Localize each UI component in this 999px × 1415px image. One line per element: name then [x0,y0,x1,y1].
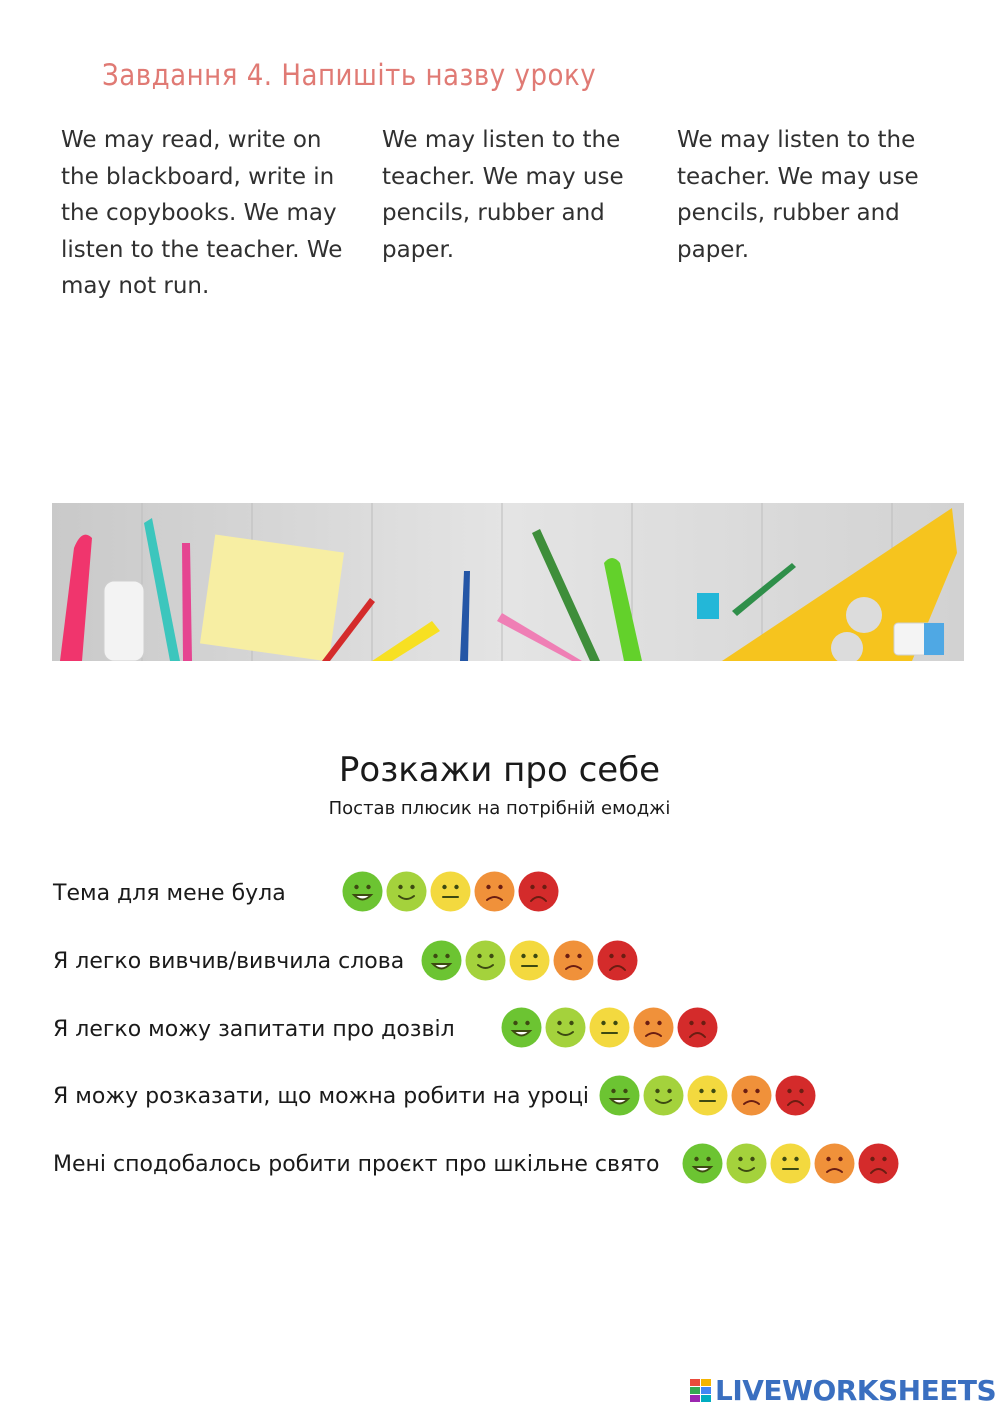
logo-icon [690,1379,712,1403]
rating-row-label-4: Я можу розказати, що можна робити на уроці [53,1084,590,1109]
happy-emoji-icon[interactable] [465,940,506,981]
neutral-emoji-icon[interactable] [430,871,471,912]
sad-emoji-icon[interactable] [474,871,515,912]
sad-emoji-icon[interactable] [633,1007,674,1048]
text-column-2: We may listen to the teacher. We may use pencils, rubber and paper. [382,127,624,263]
school-supplies-banner [52,503,964,661]
happy-emoji-icon[interactable] [643,1075,684,1116]
neutral-emoji-icon[interactable] [687,1075,728,1116]
happy-emoji-icon[interactable] [545,1007,586,1048]
very-sad-emoji-icon[interactable] [858,1143,899,1184]
neutral-emoji-icon[interactable] [589,1007,630,1048]
happy-emoji-icon[interactable] [386,871,427,912]
emoji-scale-2 [421,940,638,981]
neutral-emoji-icon[interactable] [770,1143,811,1184]
very-sad-emoji-icon[interactable] [677,1007,718,1048]
rating-row-label-3: Я легко можу запитати про дозвіл [53,1017,455,1042]
text-column-3: We may listen to the teacher. We may use pencils, rubber and paper. [677,127,919,263]
rating-row-label-5: Мені сподобалось робити проєкт про шкільне свято [53,1152,660,1177]
rating-title: Розкажи про себе [338,750,661,790]
liveworksheets-logo[interactable] [690,1374,996,1407]
emoji-scale-4 [599,1075,816,1116]
rating-row-label-1: Тема для мене була [53,881,286,906]
emoji-scale-3 [501,1007,718,1048]
very-sad-emoji-icon[interactable] [518,871,559,912]
very-happy-emoji-icon[interactable] [342,871,383,912]
happy-emoji-icon[interactable] [726,1143,767,1184]
emoji-scale-1 [342,871,559,912]
rating-row-label-2: Я легко вивчив/вивчила слова [53,949,405,974]
text-column-1: We may read, write on the blackboard, write in the copybooks. We may listen to the teacher. We may not run. [61,127,343,299]
neutral-emoji-icon[interactable] [509,940,550,981]
very-sad-emoji-icon[interactable] [775,1075,816,1116]
sad-emoji-icon[interactable] [731,1075,772,1116]
task-title: Завдання 4. Напишіть назву уроку [102,58,597,92]
very-happy-emoji-icon[interactable] [421,940,462,981]
very-happy-emoji-icon[interactable] [599,1075,640,1116]
emoji-scale-5 [682,1143,899,1184]
very-happy-emoji-icon[interactable] [501,1007,542,1048]
rating-subtitle: Постав плюсик на потрібній емоджі [328,798,671,819]
sad-emoji-icon[interactable] [814,1143,855,1184]
sad-emoji-icon[interactable] [553,940,594,981]
very-happy-emoji-icon[interactable] [682,1143,723,1184]
logo-text: LIVEWORKSHEETS [715,1374,997,1407]
very-sad-emoji-icon[interactable] [597,940,638,981]
